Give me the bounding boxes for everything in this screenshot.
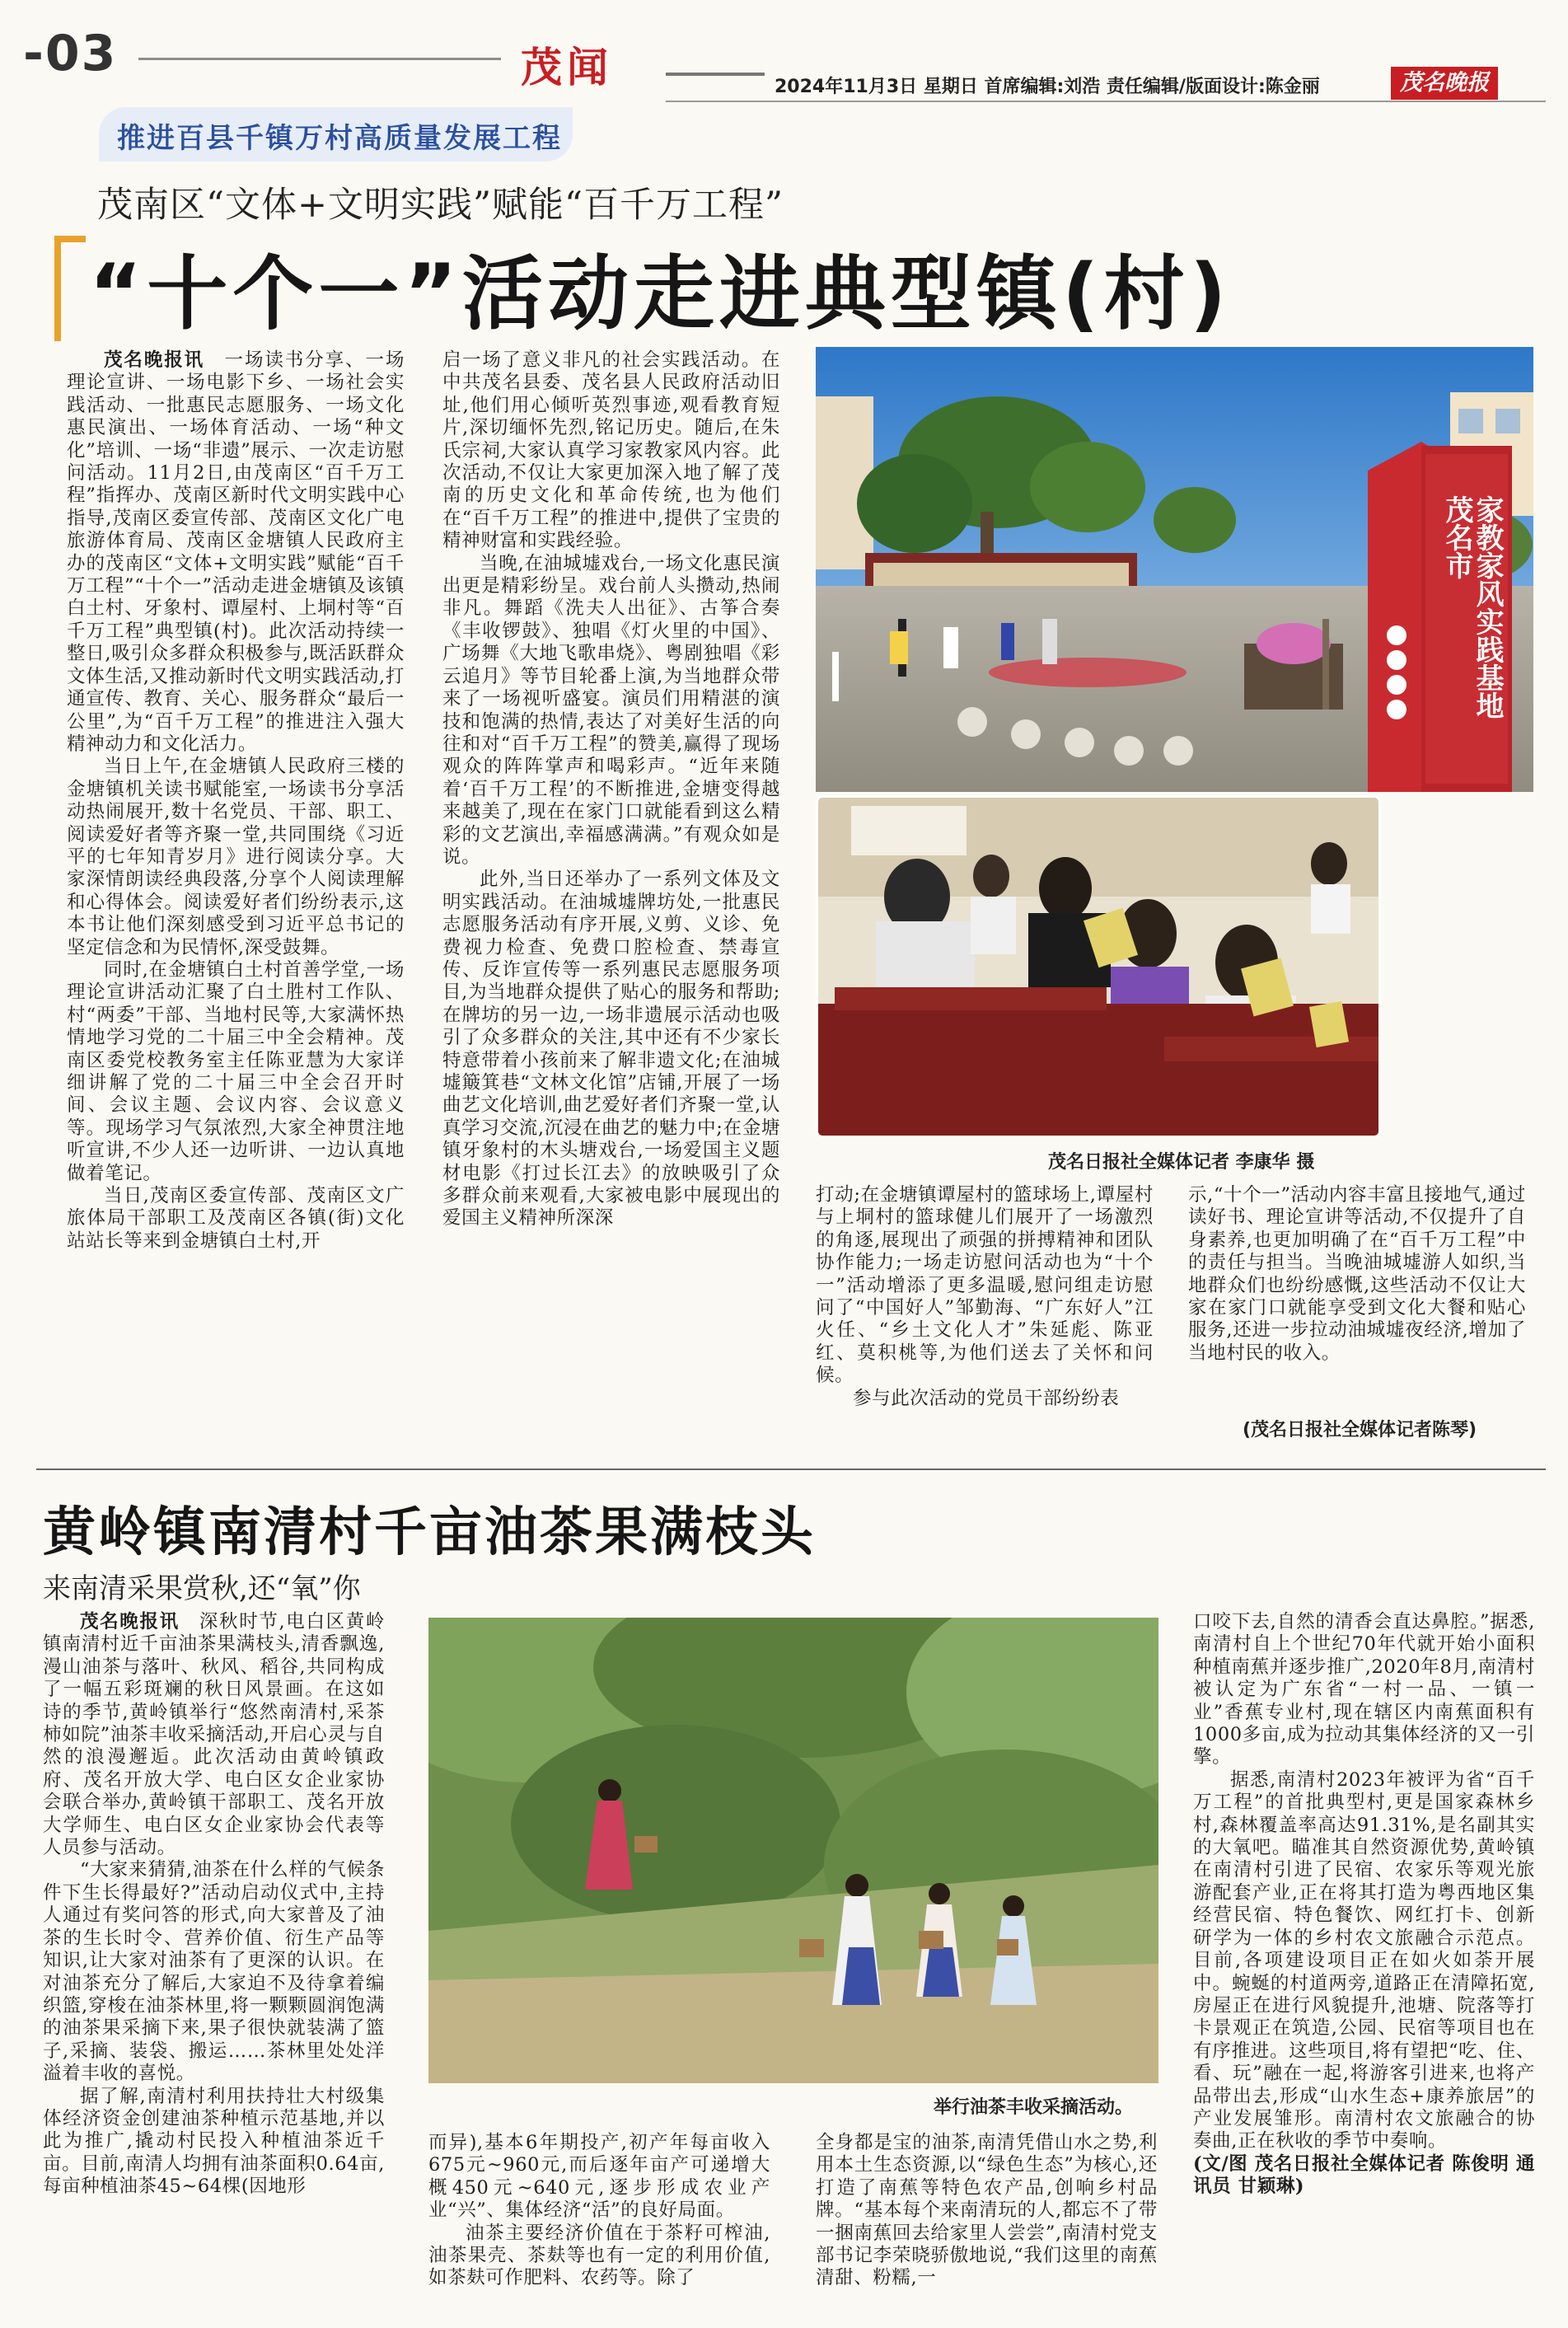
article2-byline: (文/图 茂名日报社全媒体记者 陈俊明 通讯员 甘颖琳)	[1193, 2152, 1535, 2198]
section-tag-text: 茂闻	[521, 43, 613, 91]
article2-column-1	[43, 1611, 385, 2199]
section-tag	[521, 35, 646, 91]
article2-col2-para: 油茶主要经济价值在于茶籽可榨油,油茶果壳、茶麸等也有一定的利用价值,如茶麸可作肥料、农药等。除了	[428, 2222, 770, 2289]
page-number: -03	[23, 25, 118, 82]
headline-bracket	[54, 236, 86, 341]
sign-text: 茂名市	[1440, 495, 1473, 579]
article1-col2-para: 启一场了意义非凡的社会实践活动。在中共茂名县委、茂名县人民政府活动旧址,他们用心倾听英烈事迹,观看教育短片,深切缅怀先烈,铭记历史。随后,在朱氏宗祠,大家认真学习家教家风内容。此次活动,不仅让大家更加深入地了解了茂南的历史文化和革命传统,也为他们在“百千万工程”的推进中,提供了宝贵的精神财富和实践经验。	[442, 349, 780, 552]
article2-col3-para: 全身都是宝的油茶,南清凭借山水之势,利用本土生态资源,以“绿色生态”为核心,还打造了南蕉等特色农产品,创响乡村品牌。“基本每个来南清玩的人,都忘不了带一捆南蕉回去给家里人尝尝”,南清村党支部书记李荣晓骄傲地说,“我们这里的南蕉清甜、粉糯,一	[816, 2132, 1158, 2289]
article1-col4-para: 示,“十个一”活动内容丰富且接地气,通过读好书、理论宣讲等活动,不仅提升了自身素养,也更加明确了在“百千万工程”中的责任与担当。当晚油城墟游人如织,当地群众们也纷纷感慨,这些活动不仅让大家在家门口就能享受到文化大餐和贴心服务,还进一步拉动油城墟夜经济,增加了当地村民的收入。	[1188, 1184, 1526, 1364]
article1-column-2	[442, 349, 780, 1230]
article2-column-4	[1193, 1611, 1535, 2199]
article1-photo-plaza	[816, 347, 1533, 792]
reading-photo-graphic	[818, 798, 1378, 1136]
article2-headline: 黄岭镇南清村千亩油茶果满枝头	[43, 1502, 816, 1563]
article2-col2-para: 而异),基本6年期投产,初产年每亩收入675元~960元,而后逐年亩产可递增大概450元~640元,逐步形成农业产业“兴”、集体经济“活”的良好局面。	[428, 2132, 770, 2222]
article2-column-2	[428, 2132, 770, 2290]
article1-col3-para: 打动;在金塘镇谭屋村的篮球场上,谭屋村与上垌村的篮球健儿们展开了一场激烈的角逐,展现出了顽强的拼搏精神和团队协作能力;一场走访慰问活动也为“十个一”活动增添了更多温暖,慰问组走访慰问了“中国好人”邹勤海、“广东好人”江火任、“乡土文化人才”朱延彪、陈亚红、莫积桃等,为他们送去了关怀和问候。	[816, 1184, 1154, 1387]
campaign-banner	[99, 107, 573, 162]
article1-col2-para: 此外,当日还举办了一系列文体及文明实践活动。在油城墟牌坊处,一批惠民志愿服务活动有序开展,义剪、义诊、免费视力检查、免费口腔检查、禁毒宣传、反诈宣传等一系列惠民志愿服务项目,为当地群众提供了贴心的服务和帮助;在牌坊的另一边,一场非遗展示活动也吸引了众多群众的关注,其中还有不少家长特意带着小孩前来了解非遗文化;在油城墟簸箕巷“文林文化馆”店铺,开展了一场曲艺文化培训,曲艺爱好者们齐聚一堂,认真学习交流,沉浸在曲艺的魅力中;在金塘镇牙象村的木头塘戏台,一场爱国主义题材电影《打过长江去》的放映吸引了众多群众前来观看,大家被电影中展现出的爱国主义精神所深深	[442, 869, 780, 1230]
sign-text: 家教家风实践基地	[1471, 495, 1504, 719]
article2-col4-para: 口咬下去,自然的清香会直达鼻腔。”据悉,南清村自上个世纪70年代就开始小面积种植南蕉并逐步推广,2020年8月,南清村被认定为广东省“一村一品、一镇一业”香蕉专业村,现在辖区内南蕉面积有1000多亩,成为拉动其集体经济的又一引擎。	[1193, 1611, 1535, 1768]
plaza-photo-graphic	[816, 347, 1533, 792]
paper-logo: 茂名晚报	[1391, 67, 1498, 100]
article1-lead: 茂名晚报讯	[104, 349, 205, 371]
article1-column-4	[1188, 1184, 1526, 1365]
article2-col1-para: 深秋时节,电白区黄岭镇南清村近千亩油茶果满枝头,清香飘逸,漫山油茶与落叶、秋风、稻谷,共同构成了一幅五彩斑斓的秋日风景画。在这如诗的季节,黄岭镇举行“悠然南清村,采茶柿如院”油茶丰收采摘活动,开启心灵与自然的浪漫邂逅。此次活动由黄岭镇政府、茂名开放大学、电白区女企业家协会联合举办,黄岭镇干部职工、茂名开放大学师生、电白区女企业家协会代表等人员参与活动。	[43, 1611, 385, 1859]
article1-headline: “十个一”活动走进典型镇(村)	[89, 247, 1232, 341]
harvest-photo-graphic	[428, 1618, 1158, 2083]
article2-photo-harvest	[428, 1618, 1158, 2083]
article1-column-1	[67, 349, 405, 1253]
campaign-banner-text: 推进百县千镇万村高质量发展工程	[117, 122, 562, 155]
date-line: 2024年11月3日 星期日 首席编辑:刘浩 责任编辑/版面设计:陈金丽	[775, 77, 1320, 97]
article1-col2-para: 当晚,在油城墟戏台,一场文化惠民演出更是精彩纷呈。戏台前人头攒动,热闹非凡。舞蹈《洗夫人出征》、古筝合奏《丰收锣鼓》、独唱《灯火里的中国》、广场舞《大地飞歌串烧》、粤剧独唱《彩云追月》等节目轮番上演,为当地群众带来了一场视听盛宴。演员们用精湛的演技和饱满的热情,表达了对美好生活的向往和对“百千万工程”的赞美,赢得了现场观众的阵阵掌声和喝彩声。“近年来随着‘百千万工程’的不断推进,金塘变得越来越美了,现在在家门口就能看到这么精彩的文艺演出,幸福感满满。”有观众如是说。	[442, 552, 780, 868]
article-divider	[36, 1468, 1546, 1470]
article1-column-3	[816, 1184, 1154, 1410]
article2-photo-caption: 举行油茶丰收采摘活动。	[934, 2097, 1134, 2118]
article1-byline: (茂名日报社全媒体记者陈琴)	[1243, 1420, 1477, 1440]
article1-photo-reading	[816, 795, 1381, 1138]
article1-col1-para: 同时,在金塘镇白土村首善学堂,一场理论宣讲活动汇聚了白土胜村工作队、村“两委”干部、当地村民等,大家满怀热情地学习党的二十届三中全会精神。茂南区委党校教务室主任陈亚慧为大家详细讲解了党的二十届三中全会召开时间、会议主题、会议内容、会议意义等。现场学习气氛浓烈,大家全神贯注地听宣讲,不少人还一边听讲、一边认真地做着笔记。	[67, 958, 405, 1184]
masthead-rule-under	[666, 101, 1546, 102]
masthead-rule-left	[138, 58, 501, 60]
article2-column-3	[816, 2132, 1158, 2290]
article1-kicker: 茂南区“文体+文明实践”赋能“百千万工程”	[97, 185, 784, 226]
article2-subhead: 来南清采果赏秋,还“氧”你	[43, 1572, 361, 1605]
article1-col3-para: 参与此次活动的党员干部纷纷表	[853, 1387, 1120, 1409]
article2-col1-para: 据了解,南清村利用扶持壮大村级集体经济资金创建油茶种植示范基地,并以此为推广,撬动村民投入种植油茶近千亩。目前,南清人均拥有油茶面积0.64亩,每亩种植油茶45~64棵(因地形	[43, 2085, 385, 2198]
article2-col4-para: 据悉,南清村2023年被评为省“百千万工程”的首批典型村,更是国家森林乡村,森林覆盖率高达91.31%,是名副其实的大氧吧。瞄准其自然资源优势,黄岭镇在南清村引进了民宿、农家乐等观光旅游配套产业,正在将其打造为粤西地区集经营民宿、特色餐饮、网红打卡、创新研学为一体的乡村农文旅融合示范点。目前,各项建设项目正在如火如荼开展中。蜿蜒的村道两旁,道路正在清障拓宽,房屋正在进行风貌提升,池塘、院落等打卡景观正在筑造,公园、民宿等项目也在有序推进。这些项目,将有望把“吃、住、看、玩”融在一起,将游客引进来,也将产品带出去,形成“山水生态+康养旅居”的产业发展雏形。南清村农文旅融合的协奏曲,正在秋收的季节中奏响。	[1193, 1768, 1535, 2152]
article1-photo-caption: 茂名日报社全媒体记者 李康华 摄	[1048, 1152, 1315, 1173]
article1-col1-para: 当日上午,在金塘镇人民政府三楼的金塘镇机关读书赋能室,一场读书分享活动热闹展开,数十名党员、干部、职工、阅读爱好者等齐聚一堂,共同围绕《习近平的七年知青岁月》进行阅读分享。大家深情朗读经典段落,分享个人阅读理解和心得体会。阅读爱好者们纷纷表示,这本书让他们深刻感受到习近平总书记的坚定信念和为民情怀,深受鼓舞。	[67, 756, 405, 958]
article1-col1-para: 一场读书分享、一场理论宣讲、一场电影下乡、一场社会实践活动、一批惠民志愿服务、一场文化惠民演出、一场体育活动、一场“种文化”培训、一场“非遗”展示、一次走访慰问活动。11月2日,由茂南区“百千万工程”指挥办、茂南区新时代文明实践中心指导,茂南区委宣传部、茂南区文化广电旅游体育局、茂南区金塘镇人民政府主办的茂南区“文体+文明实践”赋能“百千万工程”“十个一”活动走进金塘镇及该镇白土村、牙象村、谭屋村、上垌村等“百千万工程”典型镇(村)。此次活动持续一整日,吸引众多群众积极参与,既活跃群众文体生活,又推动新时代文明实践活动,打通宣传、教育、关心、服务群众“最后一公里”,为“百千万工程”的推进注入强大精神动力和文化活力。	[67, 349, 405, 755]
masthead-rule-right	[666, 73, 765, 76]
article2-lead: 茂名晚报讯	[80, 1611, 180, 1632]
article1-col1-para: 当日,茂南区委宣传部、茂南区文广旅体局干部职工及茂南区各镇(街)文化站站长等来到金塘镇白土村,开	[67, 1185, 405, 1252]
article2-col1-para: “大家来猜猜,油茶在什么样的气候条件下生长得最好?”活动启动仪式中,主持人通过有奖问答的形式,向大家普及了油茶的生长时令、营养价值、衍生产品等知识,让大家对油茶有了更深的认识。在对油茶充分了解后,大家迫不及待拿着编织篮,穿梭在油茶林里,将一颗颗圆润饱满的油茶果采摘下来,果子很快就装满了篮子,采摘、装袋、搬运……茶林里处处洋溢着丰收的喜悦。	[43, 1859, 385, 2085]
